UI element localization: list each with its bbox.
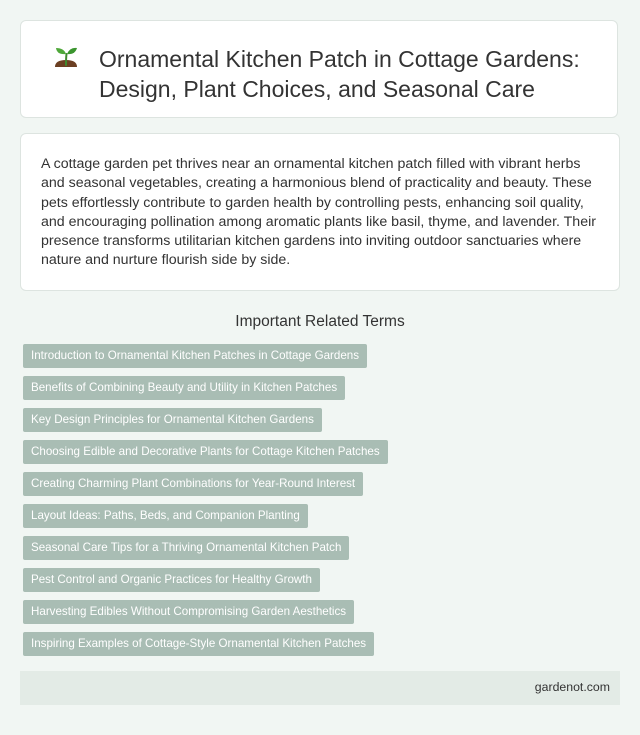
related-term-tag[interactable]: Benefits of Combining Beauty and Utility in Kitchen Patches: [23, 376, 345, 400]
seedling-icon: [51, 43, 81, 75]
header-card: [20, 20, 618, 118]
footer-site-name: gardenot.com: [534, 680, 610, 694]
intro-paragraph: A cottage garden pet thrives near an ornamental kitchen patch filled with vibrant herbs and seasonal vegetables, creating a harmonious blend of practicality and beauty. These pets effortlessly contribute to garden health by controlling pests, enhancing soil quality, and encouraging pollination among aromatic plants like basil, thyme, and lavender. Their presence transforms utilitarian kitchen gardens into inviting outdoor sanctuaries where nature and nurture flourish side by side.: [41, 156, 596, 269]
footer-bar: [20, 671, 620, 705]
related-terms-heading: Important Related Terms: [235, 313, 405, 330]
related-terms-list: [23, 344, 388, 664]
related-term-tag[interactable]: Choosing Edible and Decorative Plants for Cottage Kitchen Patches: [23, 440, 388, 464]
intro-card: [20, 133, 620, 291]
related-term-tag[interactable]: Introduction to Ornamental Kitchen Patches in Cottage Gardens: [23, 344, 367, 368]
related-term-tag[interactable]: Harvesting Edibles Without Compromising Garden Aesthetics: [23, 600, 354, 624]
related-term-tag[interactable]: Seasonal Care Tips for a Thriving Ornamental Kitchen Patch: [23, 536, 349, 560]
related-term-tag[interactable]: Key Design Principles for Ornamental Kitchen Gardens: [23, 408, 322, 432]
related-term-tag[interactable]: Layout Ideas: Paths, Beds, and Companion Planting: [23, 504, 308, 528]
related-term-tag[interactable]: Creating Charming Plant Combinations for Year-Round Interest: [23, 472, 363, 496]
related-term-tag[interactable]: Pest Control and Organic Practices for Healthy Growth: [23, 568, 320, 592]
related-term-tag[interactable]: Inspiring Examples of Cottage-Style Ornamental Kitchen Patches: [23, 632, 374, 656]
page-title: Ornamental Kitchen Patch in Cottage Gardens: Design, Plant Choices, and Seasonal Care: [99, 46, 580, 102]
